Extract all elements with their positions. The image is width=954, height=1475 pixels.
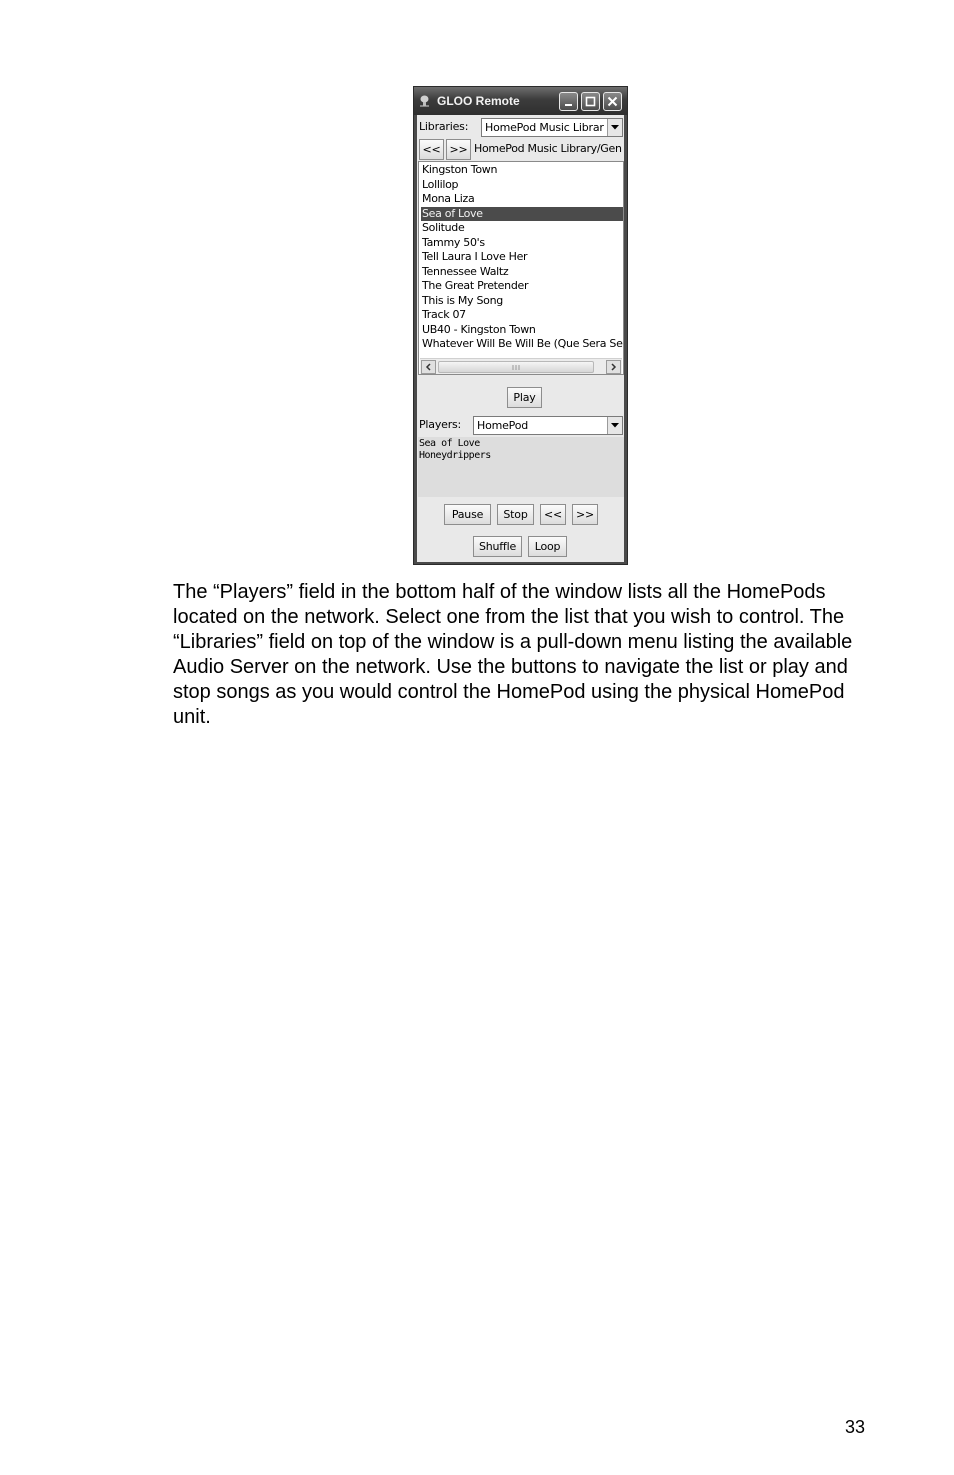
pause-button[interactable]: Pause (444, 504, 491, 525)
song-list-item[interactable]: Mona Liza (422, 192, 475, 205)
horizontal-scrollbar[interactable] (420, 358, 622, 375)
loop-button[interactable]: Loop (528, 536, 567, 557)
play-button[interactable]: Play (507, 387, 542, 408)
scroll-right-button[interactable] (606, 360, 621, 374)
chevron-down-icon[interactable] (607, 119, 622, 136)
song-list-item[interactable]: Tell Laura I Love Her (422, 250, 528, 263)
gloo-remote-window (413, 86, 628, 565)
song-list-item[interactable]: Lollilop (422, 177, 459, 191)
close-icon (604, 93, 621, 110)
library-forward-button[interactable]: >> (446, 139, 471, 160)
maximize-button[interactable] (581, 92, 600, 111)
library-path: HomePod Music Library/Gen (474, 142, 622, 155)
libraries-dropdown[interactable] (481, 118, 623, 137)
description-paragraph: The “Players” field in the bottom half of the window lists all the HomePods located on the network. Select one from the list that you wish to control. The “Libraries” field on top of the window is a pull-down menu listing the available Audio Server on the network. Use the buttons to navigate the list or play and stop songs as you would control the HomePod using the physical HomePod unit. (173, 581, 853, 728)
previous-track-button[interactable]: << (540, 504, 566, 525)
library-back-button[interactable]: << (419, 139, 444, 160)
song-list-item[interactable]: Whatever Will Be Will Be (Que Sera Se (422, 337, 623, 350)
window-client-area (417, 115, 624, 562)
song-list-item[interactable]: Track 07 (422, 308, 466, 321)
chevron-down-icon[interactable] (607, 417, 622, 434)
libraries-dropdown-value: HomePod Music Librar (485, 121, 604, 134)
song-list-item[interactable]: This is My Song (422, 293, 503, 307)
song-list-item[interactable]: The Great Pretender (422, 279, 529, 292)
maximize-icon (582, 93, 599, 110)
close-button[interactable] (603, 92, 622, 111)
song-list-item[interactable]: Tammy 50's (422, 235, 485, 249)
now-playing-title: Sea of Love (419, 438, 480, 449)
song-list-item[interactable]: Solitude (422, 221, 465, 234)
song-list[interactable] (418, 161, 624, 375)
minimize-icon (560, 93, 577, 110)
stop-button[interactable]: Stop (497, 504, 534, 525)
scroll-left-button[interactable] (421, 360, 436, 374)
next-track-button[interactable]: >> (572, 504, 598, 525)
grip-icon (439, 362, 593, 372)
song-list-item[interactable]: Kingston Town (422, 163, 498, 176)
minimize-button[interactable] (559, 92, 578, 111)
shuffle-button[interactable]: Shuffle (473, 536, 522, 557)
song-list-item[interactable]: Tennessee Waltz (422, 264, 509, 278)
now-playing-artist: Honeydrippers (419, 450, 491, 461)
app-icon (419, 95, 430, 107)
chevron-left-icon (422, 361, 435, 373)
title-bar[interactable] (414, 87, 627, 115)
song-list-item[interactable]: UB40 - Kingston Town (422, 322, 536, 336)
chevron-right-icon (607, 361, 620, 373)
page-number: 33 (845, 1417, 866, 1437)
players-dropdown-value: HomePod (477, 419, 529, 432)
scrollbar-thumb[interactable] (438, 361, 594, 373)
song-list-item[interactable]: Sea of Love (421, 207, 624, 221)
now-playing-display (418, 437, 624, 497)
libraries-label: Libraries: (419, 120, 469, 133)
players-label: Players: (419, 418, 462, 431)
window-title: GLOO Remote (437, 94, 520, 108)
players-dropdown[interactable] (473, 416, 623, 435)
